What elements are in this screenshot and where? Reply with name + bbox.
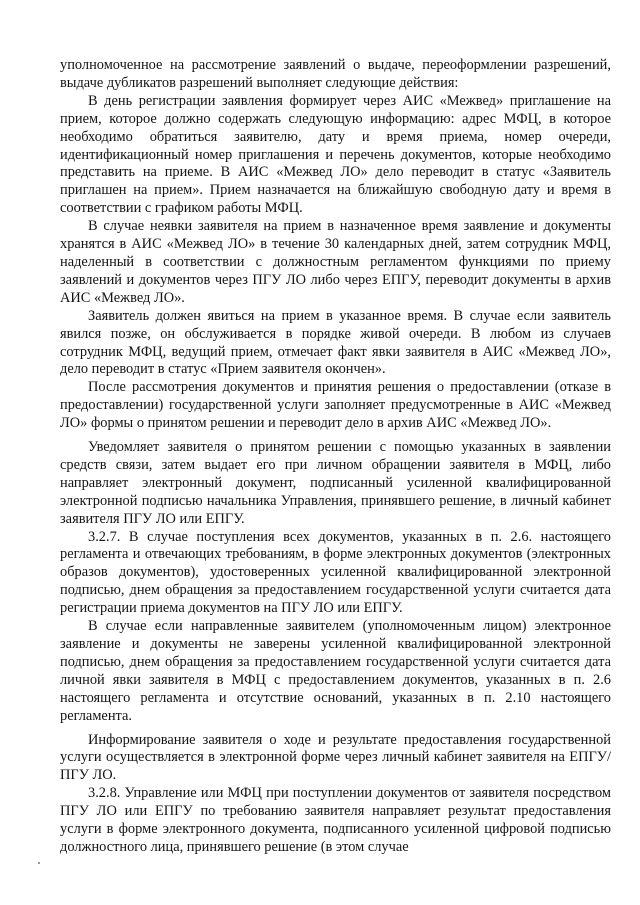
paragraph-3-2-7: 3.2.7. В случае поступления всех документов, указанных в п. 2.6. настоящего регламента и отвечающих требованиям, в форме электронных документов (электронных образов документов), удостоверенных усиленной квалифицированной электронной подписью, днем обращения за предоставлением государственной услуги считается дата регистрации приема документов на ПГУ ЛО или ЕПГУ. [60, 528, 611, 617]
paragraph-informing: Информирование заявителя о ходе и результате предоставления государственной услуги осуществляется в электронной форме через личный кабинет заявителя на ЕПГУ/ПГУ ЛО. [60, 731, 611, 784]
paragraph-notification: Уведомляет заявителя о принятом решении с помощью указанных в заявлении средств связи, затем выдает его при личном обращении заявителя в МФЦ, либо направляет электронный документ, подписанный усиленной квалифицированной электронной подписью начальника Управления, принявшего решение, в личный кабинет заявителя ПГУ ЛО или ЕПГУ. [60, 439, 611, 527]
scan-speck [38, 862, 40, 864]
document-page [60, 57, 611, 857]
paragraph-no-show: В случае неявки заявителя на прием в назначенное время заявление и документы хранятся в АИС «Межвед ЛО» в течение 30 календарных дней, затем сотрудник МФЦ, наделенный в соответствии с должностным регламентом функциями по приему заявлений и документов через ПГУ ЛО либо через ЕПГУ, переводит документы в архив АИС «Межвед ЛО». [60, 218, 611, 306]
paragraph-invitation: В день регистрации заявления формирует через АИС «Межвед» приглашение на прием, которое должно содержать следующую информацию: адрес МФЦ, в которое необходимо обратиться заявителю, дату и время приема, номер очереди, идентификационный номер приглашения и перечень документов, которые необходимо представить на приеме. В АИС «Межвед ЛО» дело переводит в статус «Заявитель приглашен на прием». Прием назначается на ближайшую свободную дату и время в соответствии с графиком работы МФЦ. [60, 92, 611, 217]
paragraph-unsigned-documents: В случае если направленные заявителем (уполномоченным лицом) электронное заявление и документы не заверены усиленной квалифицированной электронной подписью, днем обращения за предоставлением государственной услуги считается дата личной явки заявителя в МФЦ с предоставлением документов, указанных в п. 2.6 настоящего регламента и отсутствие оснований, указанных в п. 2.10 настоящего регламента. [60, 618, 611, 724]
paragraph-3-2-8: 3.2.8. Управление или МФЦ при поступлении документов от заявителя посредством ПГУ ЛО или ЕПГУ по требованию заявителя направляет результат предоставления услуги в форме электронного документа, подписанного усиленной цифровой подписью должностного лица, принявшего решение (в этом случае [60, 785, 611, 855]
paragraph-appointment-time: Заявитель должен явиться на прием в указанное время. В случае если заявитель явился позже, он обслуживается в порядке живой очереди. В любом из случаев сотрудник МФЦ, ведущий прием, отмечает факт явки заявителя в АИС «Межвед ЛО», дело переводит в статус «Прием заявителя окончен». [60, 307, 611, 378]
paragraph-decision: После рассмотрения документов и принятия решения о предоставлении (отказе в предоставлении) государственной услуги заполняет предусмотренные в АИС «Межвед ЛО» формы о принятом решении и переводит дело в архив АИС «Межвед ЛО». [60, 379, 611, 432]
paragraph-continuation: уполномоченное на рассмотрение заявлений о выдаче, переоформлении разрешений, выдаче дубликатов разрешений выполняет следующие действия: [60, 57, 611, 91]
